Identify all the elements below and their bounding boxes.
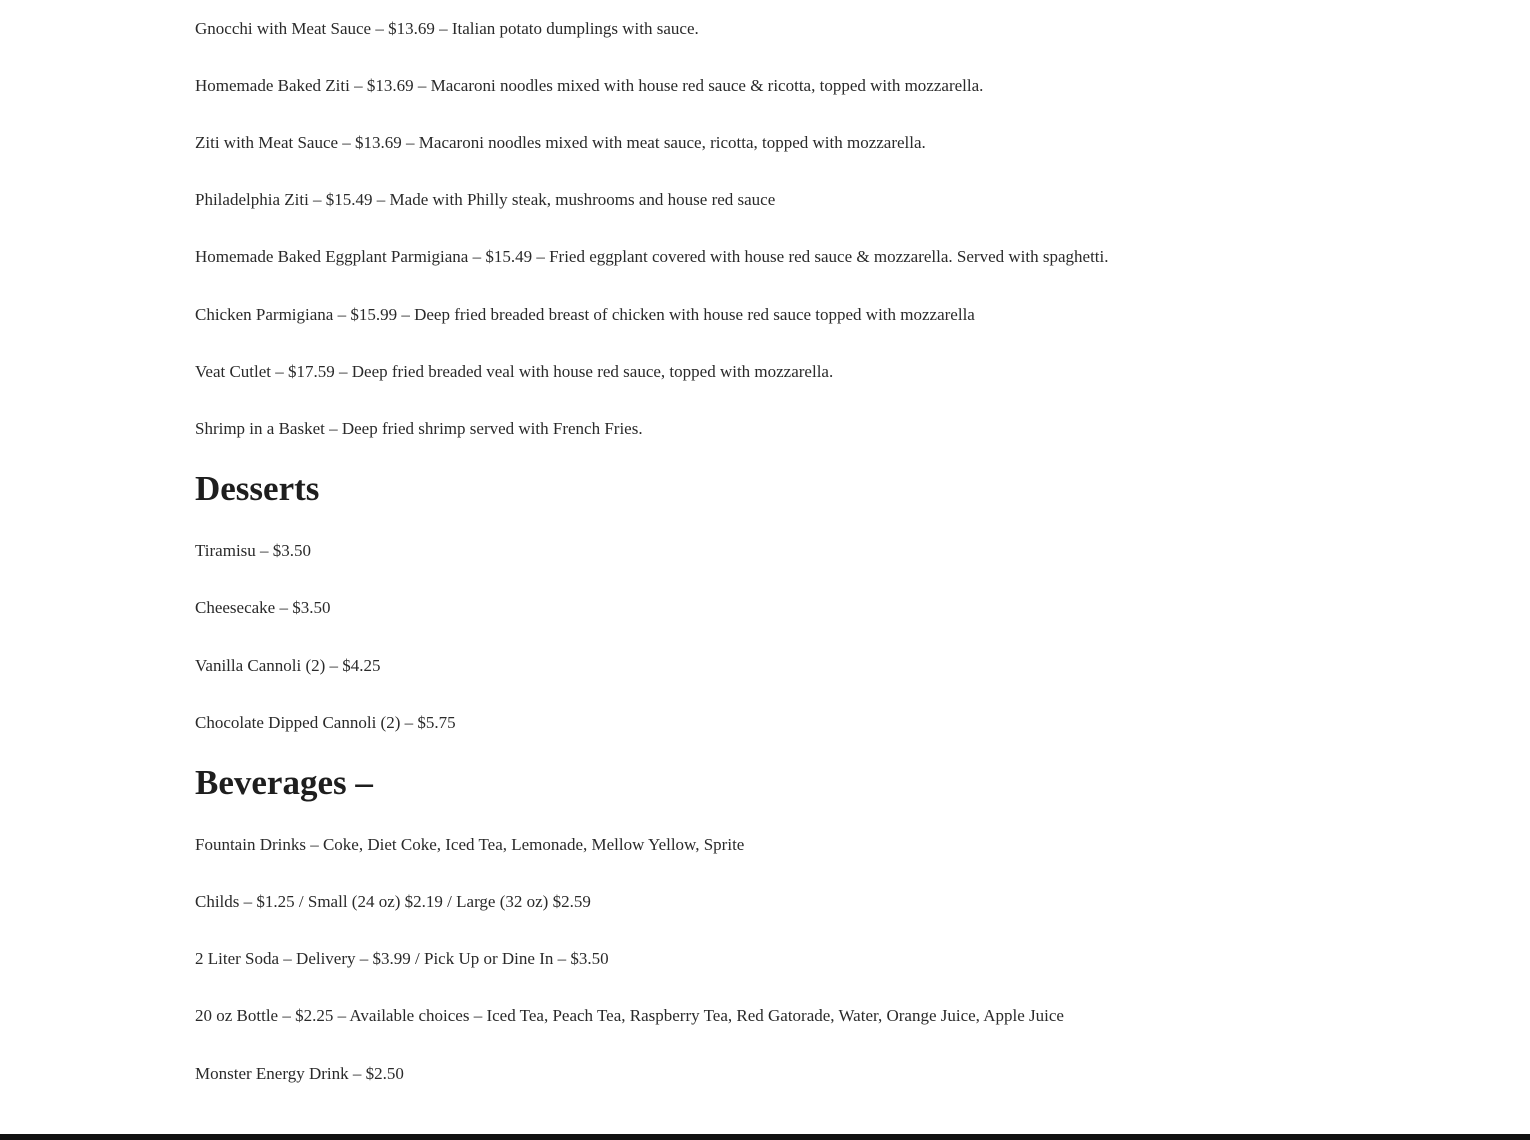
dessert-item-chocolate-cannoli: Chocolate Dipped Cannoli (2) – $5.75 (195, 713, 456, 732)
dessert-item-vanilla-cannoli: Vanilla Cannoli (2) – $4.25 (195, 656, 381, 675)
menu-item-veal-cutlet: Veat Cutlet – $17.59 – Deep fried breaded veal with house red sauce, topped with mozzarella. (195, 362, 834, 381)
beverage-item-sizes: Childs – $1.25 / Small (24 oz) $2.19 / Large (32 oz) $2.59 (195, 892, 591, 911)
beverage-item-2-liter: 2 Liter Soda – Delivery – $3.99 / Pick Up or Dine In – $3.50 (195, 949, 609, 968)
menu-item-eggplant-parmigiana: Homemade Baked Eggplant Parmigiana – $15.49 – Fried eggplant covered with house red sauce & mozzarella. Served with spaghetti. (195, 247, 1109, 266)
dessert-item-cheesecake: Cheesecake – $3.50 (195, 598, 331, 617)
menu-item-chicken-parmigiana: Chicken Parmigiana – $15.99 – Deep fried breaded breast of chicken with house red sauce topped with mozzarella (195, 305, 975, 324)
menu-item-gnocchi: Gnocchi with Meat Sauce – $13.69 – Italian potato dumplings with sauce. (195, 19, 699, 38)
footer-bar (0, 1134, 1530, 1140)
menu-item-philadelphia-ziti: Philadelphia Ziti – $15.49 – Made with Philly steak, mushrooms and house red sauce (195, 190, 776, 209)
menu-item-baked-ziti: Homemade Baked Ziti – $13.69 – Macaroni noodles mixed with house red sauce & ricotta, topped with mozzarella. (195, 76, 984, 95)
dessert-item-tiramisu: Tiramisu – $3.50 (195, 541, 312, 560)
beverage-item-20oz-bottle: 20 oz Bottle – $2.25 – Available choices – Iced Tea, Peach Tea, Raspberry Tea, Red Gatorade, Water, Orange Juice, Apple Juice (195, 1006, 1064, 1025)
menu-item-shrimp-basket: Shrimp in a Basket – Deep fried shrimp served with French Fries. (195, 419, 643, 438)
beverage-item-fountain-drinks: Fountain Drinks – Coke, Diet Coke, Iced Tea, Lemonade, Mellow Yellow, Sprite (195, 835, 745, 854)
desserts-heading: Desserts (195, 469, 320, 508)
beverage-item-monster: Monster Energy Drink – $2.50 (195, 1064, 404, 1083)
menu-item-ziti-meat-sauce: Ziti with Meat Sauce – $13.69 – Macaroni noodles mixed with meat sauce, ricotta, topped with mozzarella. (195, 133, 926, 152)
beverages-heading: Beverages – (195, 763, 373, 802)
